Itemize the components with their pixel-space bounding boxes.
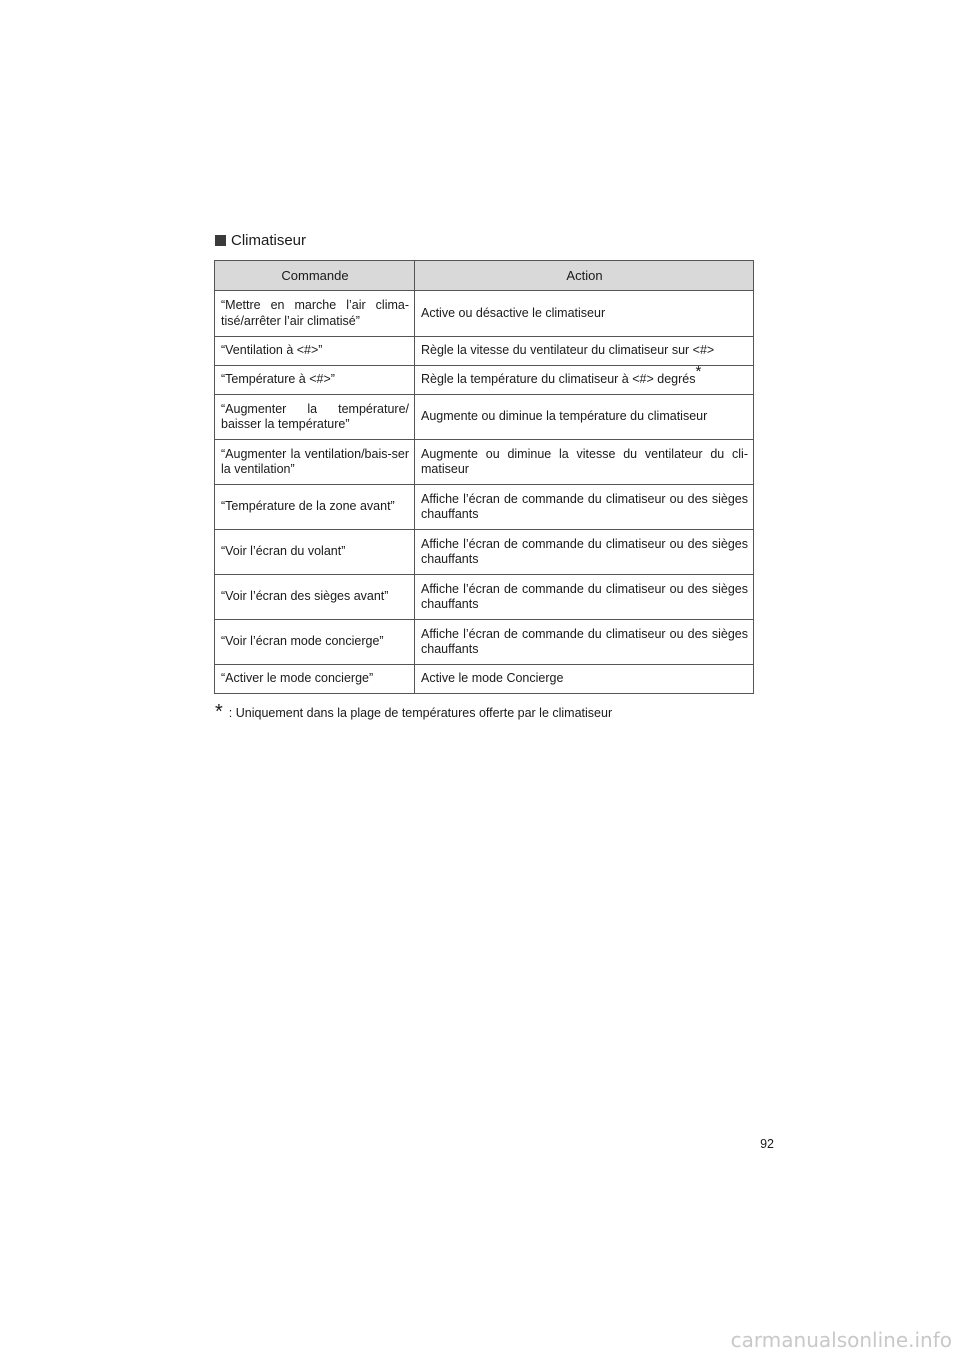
table-row (215, 366, 754, 395)
command-cell: “Voir l’écran des sièges avant” (215, 575, 415, 620)
command-cell: “Activer le mode concierge” (215, 665, 415, 694)
footnote-marker: * (695, 363, 702, 381)
action-cell: Augmente ou diminue la vitesse du ventilateur du cli-matiseur (415, 440, 754, 485)
command-cell: “Température de la zone avant” (215, 485, 415, 530)
header-command: Commande (215, 261, 415, 291)
table-row (215, 575, 754, 620)
table-row (215, 440, 754, 485)
table-row (215, 620, 754, 665)
action-cell: Active le mode Concierge (415, 665, 754, 694)
action-cell: Active ou désactive le climatiseur (415, 291, 754, 337)
table-row (215, 530, 754, 575)
footnote (215, 703, 612, 723)
command-cell: “Augmenter la température/ baisser la température” (215, 395, 415, 440)
command-cell: “Augmenter la ventilation/bais-ser la ventilation” (215, 440, 415, 485)
action-cell: Règle la vitesse du ventilateur du climatiseur sur <#> (415, 337, 754, 366)
table-row (215, 665, 754, 694)
table-header-row (215, 261, 754, 291)
table-row (215, 291, 754, 337)
table-row (215, 395, 754, 440)
footnote-star-icon: * (215, 701, 223, 723)
action-cell: Affiche l’écran de commande du climatiseur ou des sièges chauffants (415, 620, 754, 665)
command-cell: “Voir l’écran du volant” (215, 530, 415, 575)
header-action: Action (415, 261, 754, 291)
command-cell: “Température à <#>” (215, 366, 415, 395)
command-table (214, 260, 754, 694)
section-heading (215, 229, 306, 251)
square-bullet-icon (215, 235, 226, 246)
action-cell: Affiche l’écran de commande du climatiseur ou des sièges chauffants (415, 575, 754, 620)
page-number: 92 (760, 1137, 774, 1151)
action-cell: Affiche l’écran de commande du climatiseur ou des sièges chauffants (415, 530, 754, 575)
command-cell: “Voir l’écran mode concierge” (215, 620, 415, 665)
command-cell: “Ventilation à <#>” (215, 337, 415, 366)
action-cell: Augmente ou diminue la température du climatiseur (415, 395, 754, 440)
watermark[interactable]: carmanualsonline.info (730, 1328, 952, 1352)
footnote-text: : Uniquement dans la plage de températures offerte par le climatiseur (228, 706, 613, 720)
action-text: Règle la température du climatiseur à <#> degrés (421, 372, 696, 387)
command-cell: “Mettre en marche l’air clima-tisé/arrêter l’air climatisé” (215, 291, 415, 337)
table-row (215, 337, 754, 366)
table-row (215, 485, 754, 530)
action-cell (415, 363, 754, 395)
section-title: Climatiseur (231, 231, 307, 249)
action-cell: Affiche l’écran de commande du climatiseur ou des sièges chauffants (415, 485, 754, 530)
